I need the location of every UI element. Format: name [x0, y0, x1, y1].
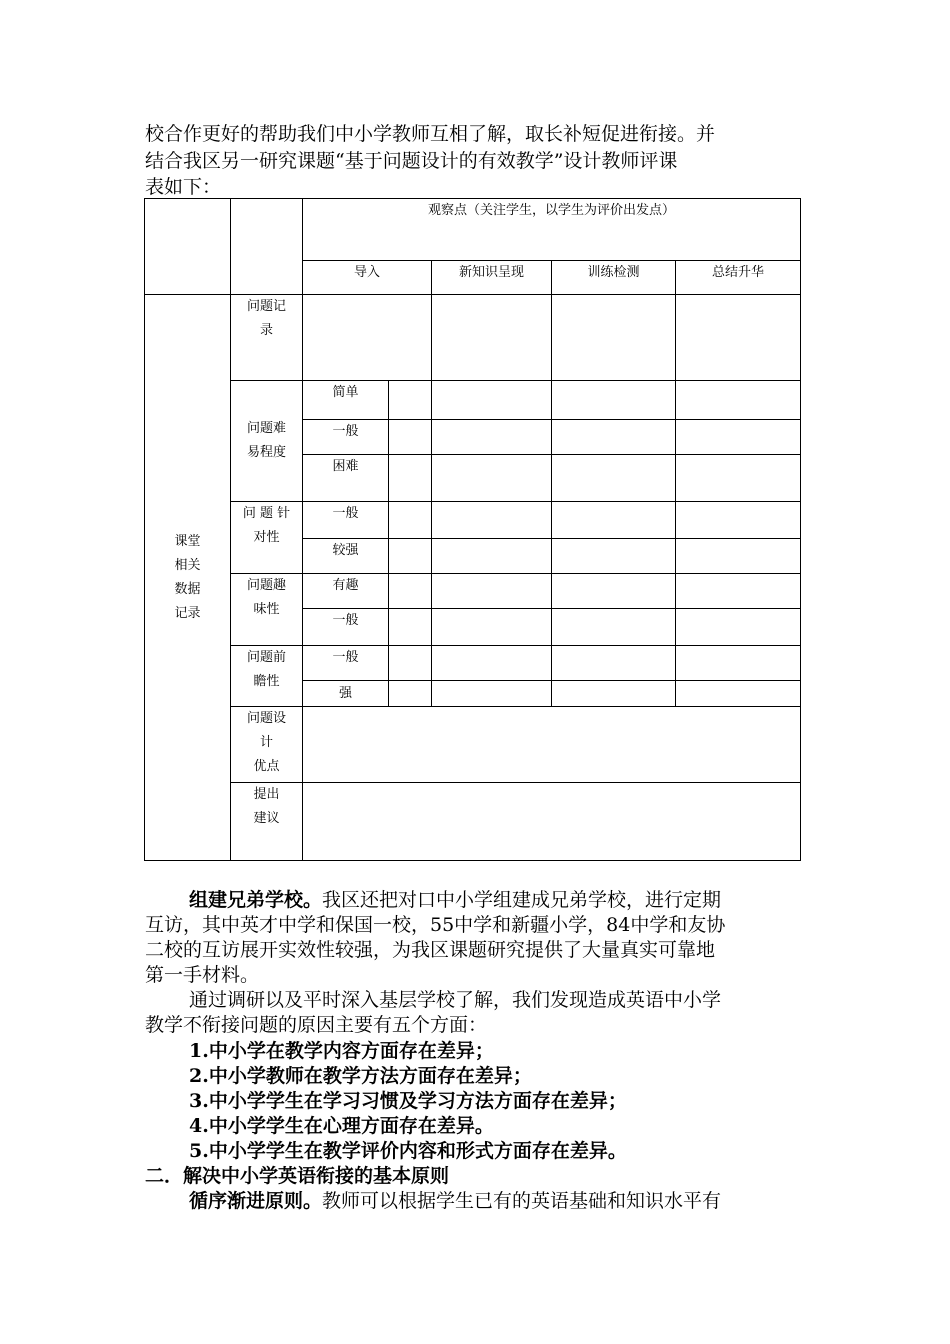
- interest-fun: 有趣: [303, 574, 389, 609]
- row-difficulty-label: 问题难 易程度: [231, 381, 303, 502]
- para2-line-2: 教学不衔接问题的原因主要有五个方面：: [145, 1014, 488, 1036]
- col-new-knowledge: 新知识呈现: [432, 261, 552, 295]
- intro-line-3: 表如下：: [145, 176, 222, 198]
- forward-normal: 一般: [303, 646, 389, 681]
- row-interest-label: 问题趣 味性: [231, 574, 303, 646]
- row-target-label: 问 题 针 对性: [231, 502, 303, 574]
- para1-line-4: 第一手材料。: [145, 964, 260, 986]
- col-training: 训练检测: [552, 261, 676, 295]
- evaluation-table: [144, 198, 801, 861]
- level-normal: 一般: [303, 420, 389, 455]
- target-normal: 一般: [303, 502, 389, 539]
- list-item-1: 1.中小学在教学内容方面存在差异；: [189, 1040, 494, 1062]
- section-heading-2: 二．解决中小学英语衔接的基本原则: [145, 1165, 450, 1187]
- row-merit-label: 问题设 计 优点: [231, 707, 303, 783]
- row-suggest-label: 提出 建议: [231, 783, 303, 861]
- intro-line-1: 校合作更好的帮助我们中小学教师互相了解，取长补短促进衔接。并: [145, 123, 716, 145]
- row-forward-label: 问题前 瞻性: [231, 646, 303, 707]
- list-item-3: 3.中小学学生在学习习惯及学习方法方面存在差异；: [189, 1090, 627, 1112]
- blank-corner-cell-2: [231, 199, 303, 295]
- col-import: 导入: [303, 261, 432, 295]
- observe-header: 观察点（关注学生，以学生为评价出发点）: [303, 199, 801, 261]
- blank-corner-cell: [145, 199, 231, 295]
- list-item-5: 5.中小学学生在教学评价内容和形式方面存在差异。: [189, 1140, 627, 1162]
- target-strong: 较强: [303, 539, 389, 574]
- para1-line-3: 二校的互访展开实效性较强，为我区课题研究提供了大量真实可靠地: [145, 939, 716, 961]
- list-item-4: 4.中小学学生在心理方面存在差异。: [189, 1115, 494, 1137]
- list-item-2: 2.中小学教师在教学方法方面存在差异；: [189, 1065, 532, 1087]
- para1-line-2: 互访，其中英才中学和保国一校，55中学和新疆小学，84中学和友协: [145, 914, 726, 936]
- left-section-label: 课堂 相关 数据 记录: [145, 295, 231, 861]
- level-hard: 困难: [303, 455, 389, 502]
- level-simple: 简单: [303, 381, 389, 420]
- forward-strong: 强: [303, 681, 389, 707]
- para2-line-1: 通过调研以及平时深入基层学校了解，我们发现造成英语中小学: [189, 989, 722, 1011]
- interest-normal: 一般: [303, 609, 389, 646]
- intro-line-2: 结合我区另一研究课题“基于问题设计的有效教学”设计教师评课: [145, 150, 678, 172]
- para1-line-1: 组建兄弟学校。我区还把对口中小学组建成兄弟学校，进行定期: [189, 889, 722, 911]
- row-record-label: 问题记 录: [231, 295, 303, 381]
- para3-line-1: 循序渐进原则。教师可以根据学生已有的英语基础和知识水平有: [189, 1190, 722, 1212]
- col-summary: 总结升华: [676, 261, 801, 295]
